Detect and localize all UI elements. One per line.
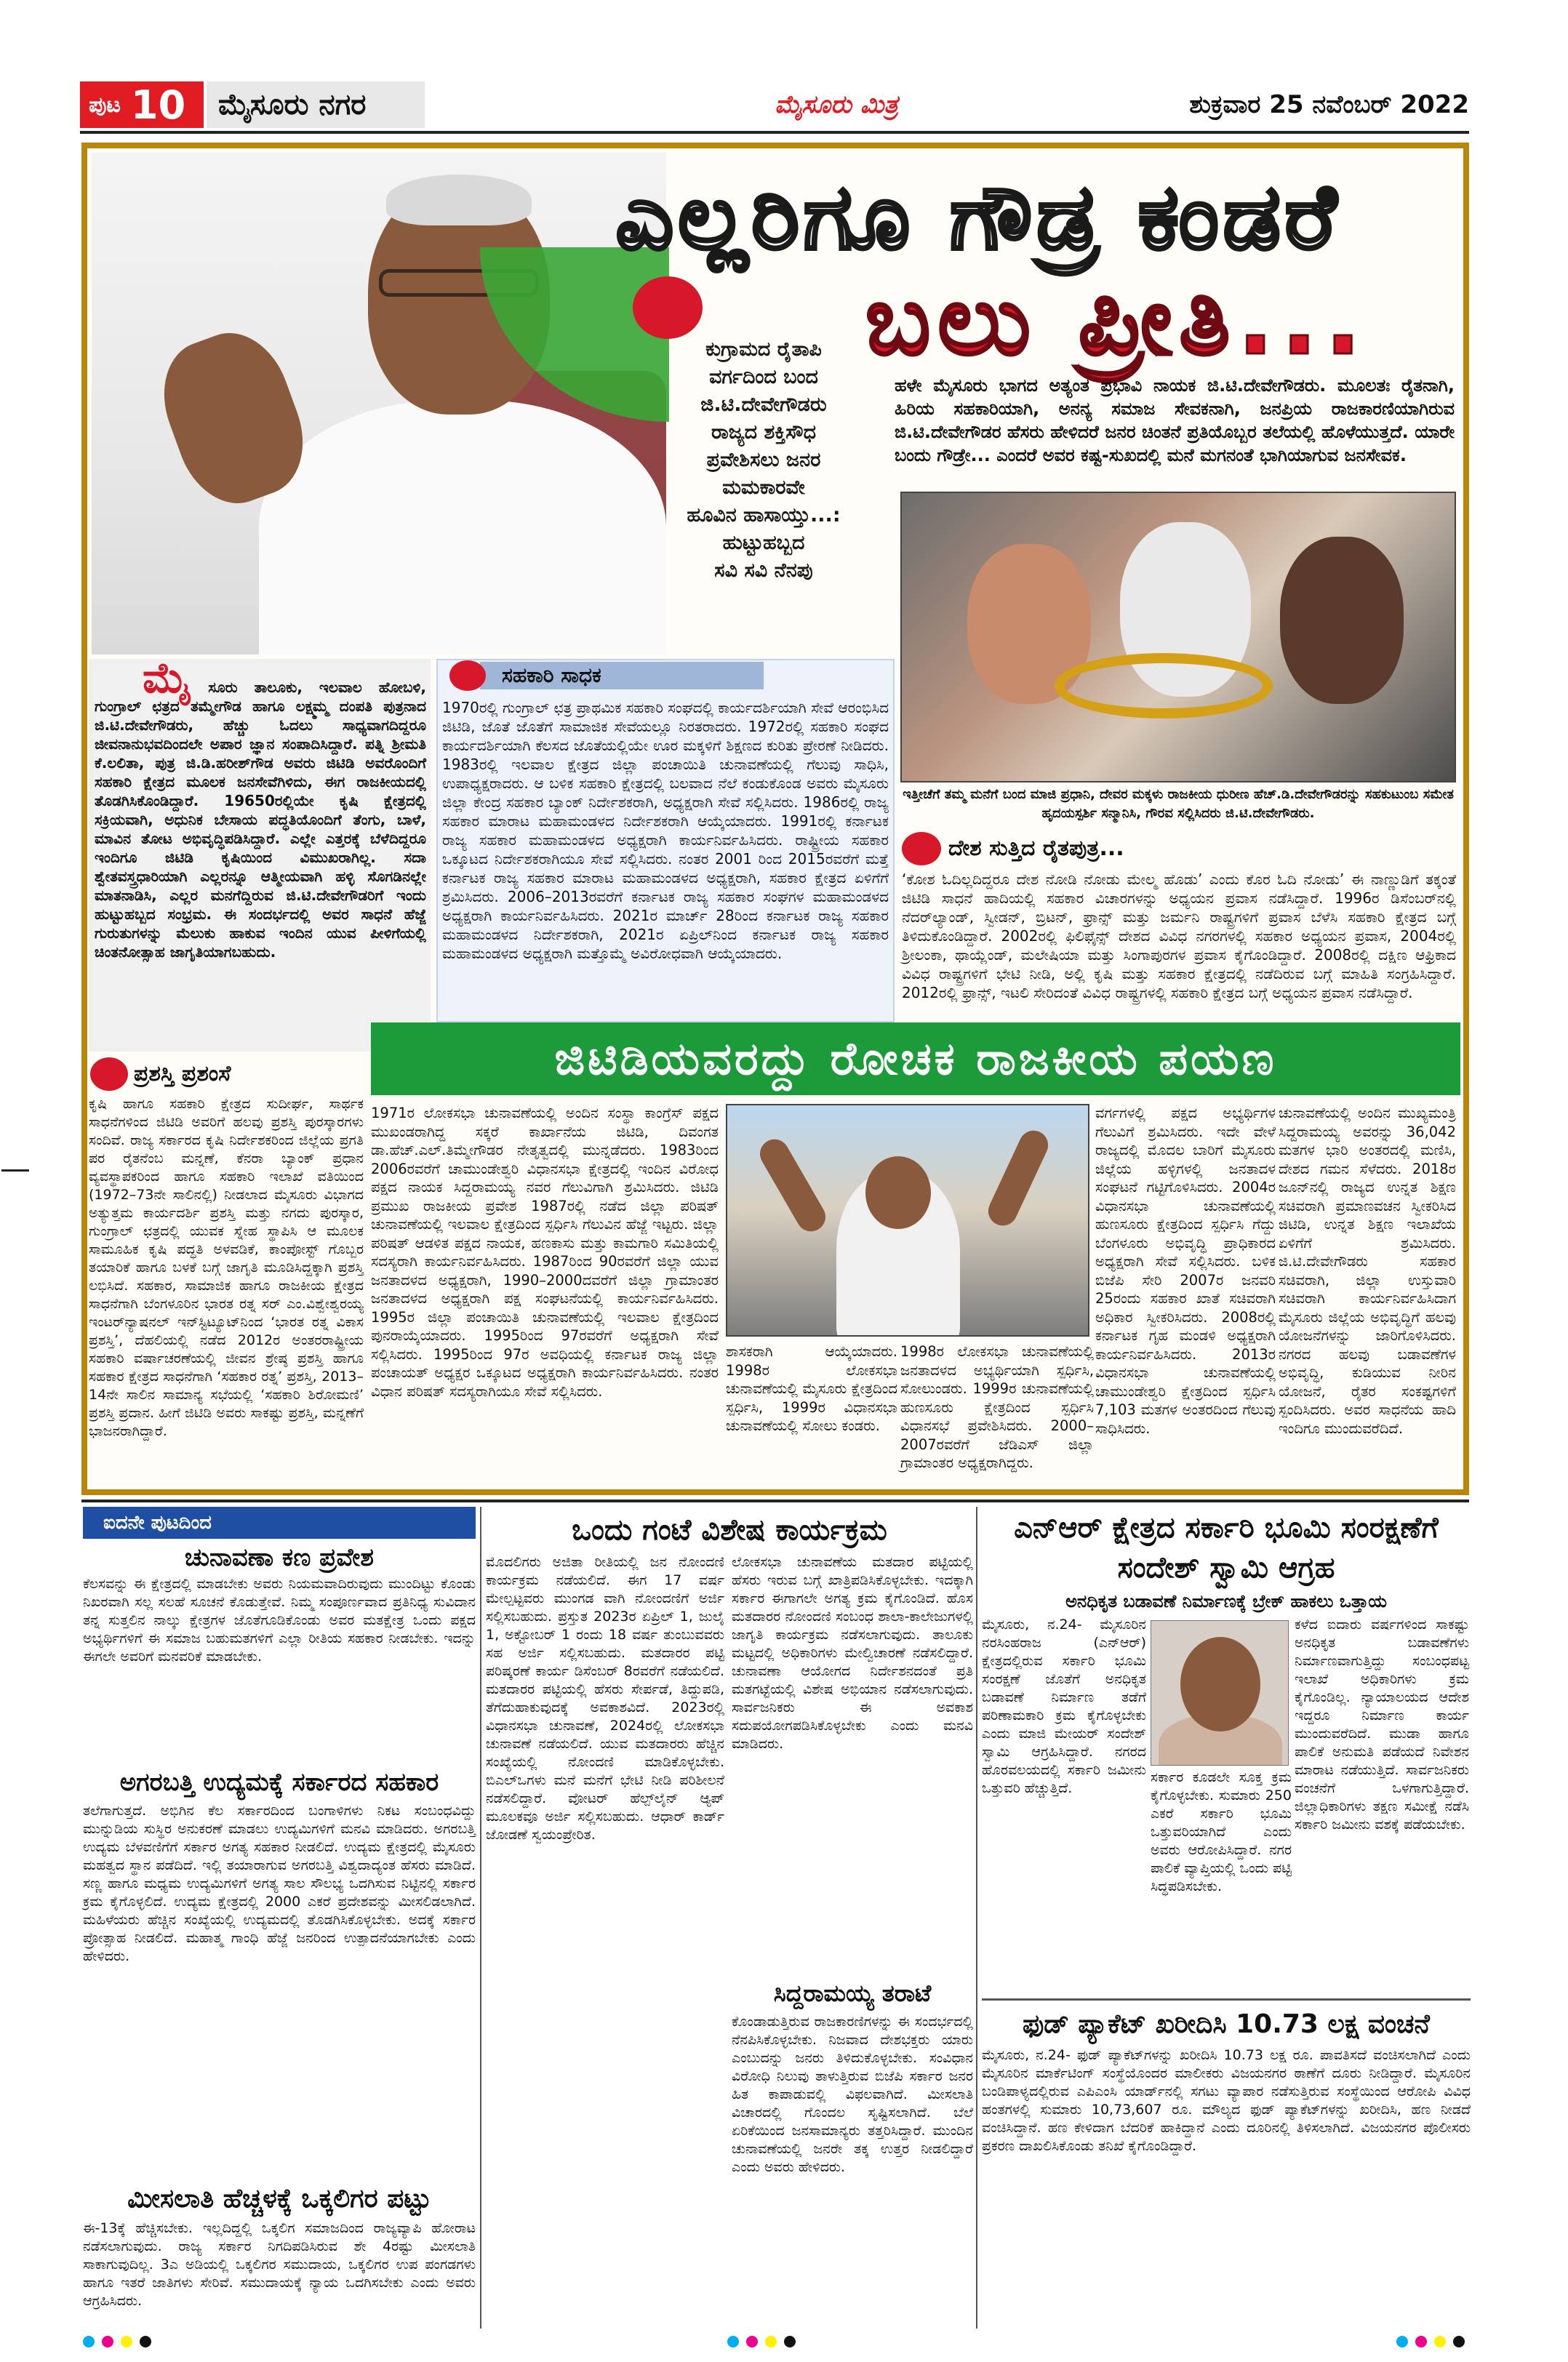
photo-face [1180,1637,1260,1732]
pull-quote-line: ಜಿ.ಟಿ.ದೇವೇಗೌಡರು [700,393,827,416]
article-body: ಚುನಾವಣೆಯಲ್ಲಿ ಅಂದಿನ ಮುಖ್ಯಮಂತ್ರಿ ಸಿದ್ದರಾಮಯ್ಯ ಅವರನ್ನು 36,042 ಮತಗಳ ಭಾರಿ ಅಂತರದಲ್ಲಿ ಮಣಿಸಿ, ದೇಶದ ಗಮನ ಸೆಳೆದರು. 2018ರ ಜೂನ್‌ನಲ್ಲಿ ರಾಜ್ಯದ ಉನ್ನತ ಶಿಕ್ಷಣ ಸಚಿವರಾಗಿ ಪ್ರಮಾಣವಚನ ಸ್ವೀಕರಿಸಿದ ಜಿಟಿಡಿ, ಉನ್ನತ ಶಿಕ್ಷಣ ಇಲಾಖೆಯ ಏಳಿಗೆಗೆ ಶ್ರಮಿಸಿದರು. ಜಿ.ಟಿ.ದೇವೇಗೌಡರು ಸಹಕಾರ ಸಚಿವರಾಗಿ, ಜಿಲ್ಲಾ ಉಸ್ತುವಾರಿ ಸಚಿವರಾಗಿ ಕಾರ್ಯನಿರ್ವಹಿಸಿದಾಗ ಮೈಸೂರು ಜಿಲ್ಲೆಯ ಅಭಿವೃದ್ಧಿಗೆ ಹಲವು ಯೋಜನೆಗಳನ್ನು ಜಾರಿಗೊಳಿಸಿದರು. ನಗರದ ಹಲವು ಬಡಾವಣೆಗಳ ಅಭಿವೃದ್ಧಿ, ಕುಡಿಯುವ ನೀರಿನ ಯೋಜನೆ, ರೈತರ ಸಂಕಷ್ಟಗಳಿಗೆ ಸ್ಪಂದಿಸಿದರು. ಅವರ ಸಾಧನೆಯ ಹಾದಿ ಇಂದಿಗೂ ಮುಂದುವರೆದಿದೆ. [1279,1105,1456,1437]
registration-dot [746,2336,758,2347]
registration-dot [102,2336,113,2347]
pull-quote-line: ಸವಿ ಸವಿ ನೆನಪು [714,559,813,582]
article-body: ‘ಕೋಶ ಓದಿಲ್ಲದಿದ್ದರೂ ದೇಶ ನೋಡಿ ನೋಡು ಮೇಲ್ಮ ಹೊಡು’ ಎಂದು ಕೊರ ಓದಿ ನೋಡು’ ಈ ನಾಣ್ಣುಡಿಗೆ ತಕ್ಕಂತೆ ಜಿಟಿಡಿ ಸಾಧನೆ ಹಾದಿಯಲ್ಲಿ ಸಹಕಾರ ವಿಚಾರಗಳನ್ನು ಅಧ್ಯಯನ ಪ್ರವಾಸ ನಡೆಸಿದ್ದಾರೆ. 1996ರ ಡಿಸೆಂಬರ್‌ನಲ್ಲಿ ನೆದರ್‌ಲ್ಯಾಂಡ್, ಸ್ವೀಡನ್, ಬ್ರಿಟನ್, ಫ್ರಾನ್ಸ್ ಮತ್ತು ಜರ್ಮನಿ ರಾಷ್ಟ್ರಗಳಿಗೆ ಪ್ರವಾಸ ಬೆಳೆಸಿ ಸಹಕಾರಿ ಕ್ಷೇತ್ರದ ಬಗ್ಗೆ ತಿಳಿದುಕೊಂಡಿದ್ದಾರೆ. 2002ರಲ್ಲಿ ಫಿಲಿಫೈನ್ಸ್ ದೇಶದ ವಿವಿಧ ನಗರಗಳಲ್ಲಿ ಸಹಕಾರ ಅಧ್ಯಯನ ಪ್ರವಾಸ, 2004ರಲ್ಲಿ ಶ್ರೀಲಂಕಾ, ಥಾಯ್ಲೆಂಡ್, ಮಲೇಷಿಯಾ ಮತ್ತು ಸಿಂಗಾಪುರಗಳ ಪ್ರವಾಸ ಕೈಗೊಂಡಿದ್ದಾರೆ. 2008ರಲ್ಲಿ ದಕ್ಷಿಣ ಆಫ್ರಿಕಾದ ವಿವಿಧ ರಾಷ್ಟ್ರಗಳಿಗೆ ಭೇಟಿ ನೀಡಿ, ಅಲ್ಲಿ ಕೃಷಿ ಮತ್ತು ಸಹಕಾರ ಕ್ಷೇತ್ರದಲ್ಲಿ ನಡೆದಿರುವ ಬಗ್ಗೆ ಮಾಹಿತಿ ಸಂಗ್ರಹಿಸಿದ್ದಾರೆ. 2012ರಲ್ಲಿ ಫ್ರಾನ್ಸ್, ಇಟಲಿ ಸೇರಿದಂತೆ ವಿವಿಧ ರಾಷ್ಟ್ರಗಳಲ್ಲಿ ಸಹಕಾರಿ ಕ್ಷೇತ್ರದ ಬಗ್ಗೆ ಅಧ್ಯಯನ ಪ್ರವಾಸ ನಡೆಸಿದ್ದಾರೆ. [902,870,1456,1001]
article-body: 1998ರ ಲೋಕಸಭಾ ಚುನಾವಣೆಯಲ್ಲಿ ಜನತಾದಳದ ಅಭ್ಯರ್ಥಿಯಾಗಿ ಸ್ಪರ್ಧಿಸಿ, ಸೋಲುಂಡರು. 1999ರ ಚುನಾವಣೆಯಲ್ಲಿ ಹುಣಸೂರು ಕ್ಷೇತ್ರದಿಂದ ಸ್ಪರ್ಧಿಸಿ ವಿಧಾನಸಭೆ ಪ್ರವೇಶಿಸಿದರು. 2000–2007ರವರೆಗೆ ಜೆಡಿಎಸ್ ಜಿಲ್ಲಾ ಗ್ರಾಮಾಂತರ ಅಧ್ಯಕ್ಷರಾಗಿದ್ದರು. [900,1343,1094,1471]
feature-headline-line1: ಎಲ್ಲರಿಗೂ ಗೌಡ್ರ ಕಂಡರೆ [615,165,1341,270]
photo-arm [755,1134,831,1236]
article-body: ಕಳೆದ ಐದಾರು ವರ್ಷಗಳಿಂದ ಸಾಕಷ್ಟು ಅನಧಿಕೃತ ಬಡಾವಣೆಗಳು ನಿರ್ಮಾಣವಾಗುತ್ತಿದ್ದು ಸಂಬಂಧಪಟ್ಟ ಇಲಾಖೆ ಅಧಿಕಾರಿಗಳು ಕ್ರಮ ಕೈಗೊಂಡಿಲ್ಲ. ನ್ಯಾಯಾಲಯದ ಆದೇಶ ಇದ್ದರೂ ನಿರ್ಮಾಣ ಕಾರ್ಯ ಮುಂದುವರೆದಿದೆ. ಮುಡಾ ಹಾಗೂ ಪಾಲಿಕೆ ಅನುಮತಿ ಪಡೆಯದೆ ನಿವೇಶನ ಮಾರಾಟ ನಡೆಯುತ್ತಿದೆ. ಸಾರ್ವಜನಿಕರು ವಂಚನೆಗೆ ಒಳಗಾಗುತ್ತಿದ್ದಾರೆ. ಜಿಲ್ಲಾಧಿಕಾರಿಗಳು ತಕ್ಷಣ ಸಮೀಕ್ಷೆ ನಡೆಸಿ ಸರ್ಕಾರಿ ಜಮೀನು ವಶಕ್ಕೆ ಪಡೆಯಬೇಕು. [1295,1617,1469,1833]
garland-shape [1055,653,1273,718]
registration-dot [765,2336,777,2347]
article-body: ಶಾಸಕರಾಗಿ ಆಯ್ಕೆಯಾದರು. 1998ರ ಲೋಕಸಭಾ ಚುನಾವಣೆಯಲ್ಲಿ ಮೈಸೂರು ಕ್ಷೇತ್ರದಿಂದ ಸ್ಪರ್ಧಿಸಿ, 1999ರ ವಿಧಾನಸಭಾ ಚುನಾವಣೆಯಲ್ಲಿ ಸೋಲು ಕಂಡರು. [726,1343,897,1434]
continued-tag: ಐದನೇ ಪುಟದಿಂದ [83,1507,476,1539]
registration-dot [121,2336,132,2347]
speech-bubble-icon [633,276,703,339]
article-body: ತಲೆಗಾಗುತ್ತದೆ. ಅಭಿಗಿನ ಕೆಲ ಸರ್ಕಾರದಿಂದ ಬಂಗಾಳಿಗಳು ನಿಕಟ ಸಂಬಂಧವಿದ್ದು ಮುನ್ನುಡಿಯ ಸುಸ್ಥಿರ ಅನುಕರಣೆ ಮಾಡಲು ಉದ್ಯಮಿಗಳಿಗೆ ಮನವಿ ಮಾಡಿದರು. ಅಗರಬತ್ತಿ ಉದ್ಯಮ ಬೆಳವಣಿಗೆಗೆ ಸರ್ಕಾರ ಅಗತ್ಯ ಸಹಕಾರ ನೀಡಲಿದೆ. ಉದ್ಯಮ ಕ್ಷೇತ್ರದಲ್ಲಿ ಮೈಸೂರು ಮಹತ್ವದ ಸ್ಥಾನ ಪಡೆದಿದೆ. ಇಲ್ಲಿ ತಯಾರಾಗುವ ಅಗರಬತ್ತಿ ವಿಶ್ವದಾದ್ಯಂತ ಹೆಸರು ಮಾಡಿದೆ. ಸಣ್ಣ ಹಾಗೂ ಮಧ್ಯಮ ಉದ್ಯಮಿಗಳಿಗೆ ಅಗತ್ಯ ಸಾಲ ಸೌಲಭ್ಯ ಒದಗಿಸುವ ನಿಟ್ಟಿನಲ್ಲಿ ಸರ್ಕಾರ ಕ್ರಮ ಕೈಗೊಳ್ಳಲಿದೆ. ಉದ್ಯಮ ಕ್ಷೇತ್ರದಲ್ಲಿ 2000 ಎಕರೆ ಪ್ರದೇಶವನ್ನು ಮೀಸಲಿಡಲಾಗಿದೆ. ಮಹಿಳೆಯರು ಹೆಚ್ಚಿನ ಸಂಖ್ಯೆಯಲ್ಲಿ ಉದ್ಯಮದಲ್ಲಿ ತೊಡಗಿಸಿಕೊಳ್ಳಬೇಕು. ಅದಕ್ಕೆ ಸರ್ಕಾರ ಪ್ರೋತ್ಸಾಹ ನೀಡಲಿದೆ. ಮಹಾತ್ಮ ಗಾಂಧಿ ಹೆಜ್ಜೆ ಜನರಿಂದ ಉತ್ಪಾದನೆಯಾಗಬೇಕು ಎಂದು ಹೇಳಿದರು. [83,1803,476,1964]
header-divider [80,131,1469,134]
figure-body [259,400,666,654]
pull-quote-line: ಹೂವಿನ ಹಾಸಾಯ್ತು...: [687,504,841,527]
subhead-text: ಪ್ರಶಸ್ತಿ ಪ್ರಶಂಸೆ [134,1061,231,1086]
page-number: 10 [131,81,186,128]
section-banner: ಜಿಟಿಡಿಯವರದ್ದು ರೋಚಕ ರಾಜಕೀಯ ಪಯಣ [371,1022,1460,1095]
headline: ಅಗರಬತ್ತಿ ಉದ್ಯಮಕ್ಕೆ ಸರ್ಕಾರದ ಸಹಕಾರ [119,1768,439,1797]
subhead-text: ಸಹಕಾರಿ ಸಾಧಕ [502,663,601,687]
article-body-text: ಸೂರು ತಾಲೂಕು, ಇಲವಾಲ ಹೋಬಳಿ, ಗುಂಗ್ರಾಲ್ ಛತ್ರದ ತಮ್ಮೇಗೌಡ ಹಾಗೂ ಲಕ್ಷ್ಮಮ್ಮ ದಂಪತಿ ಪುತ್ರನಾದ ಜಿ.ಟಿ.ದೇವೇಗೌಡರು, ಹೆಚ್ಚು ಓದಲು ಸಾಧ್ಯವಾಗದಿದ್ದರೂ ಜೀವನಾನುಭವದಿಂದಲೇ ಅಪಾರ ಜ್ಞಾನ ಸಂಪಾದಿಸಿದ್ದಾರೆ. ಪತ್ನಿ ಶ್ರೀಮತಿ ಕೆ.ಲಲಿತಾ, ಪುತ್ರ ಜಿ.ಡಿ.ಹರೀಶ್‌ಗೌಡ ಅವರು ಜಿಟಿಡಿ ಅವರೊಂದಿಗೆ ಸಹಕಾರಿ ಕ್ಷೇತ್ರದ ಮೂಲಕ ಜನಸೇವೆಗಿಳಿದು, ಈಗ ರಾಜಕೀಯದಲ್ಲಿ ತೊಡಗಿಸಿಕೊಂಡಿದ್ದಾರೆ. 19650ರಲ್ಲಿಯೇ ಕೃಷಿ ಕ್ಷೇತ್ರದಲ್ಲಿ ಸಕ್ರಿಯವಾಗಿ, ಅಧುನಿಕ ಬೇಸಾಯ ಪದ್ಧತಿಯೊಂದಿಗೆ ತೆಂಗು, ಬಾಳೆ, ಮಾವಿನ ತೋಟ ಅಭಿವೃದ್ಧಿಪಡಿಸಿದ್ದಾರೆ. ಎಲ್ಲೇ ಎತ್ತರಕ್ಕೆ ಬೆಳೆದಿದ್ದರೂ ಇಂದಿಗೂ ಜಿಟಿಡಿ ಕೃಷಿಯಿಂದ ವಿಮುಖರಾಗಿಲ್ಲ. ಸದಾ ಶ್ವೇತವಸ್ತ್ರಧಾರಿಯಾಗಿ ಎಲ್ಲರನ್ನೂ ಆತ್ಮೀಯವಾಗಿ ಹಳ್ಳಿ ಸೊಗಡಿನಲ್ಲೇ ಮಾತನಾಡಿಸಿ, ಎಲ್ಲರ ಮನಗೆದ್ದಿರುವ ಜಿ.ಟಿ.ದೇವೇಗೌಡರಿಗೆ ಇಂದು ಹುಟ್ಟುಹಬ್ಬದ ಸಂಭ್ರಮ. ಈ ಸಂದರ್ಭದಲ್ಲಿ ಅವರ ಸಾಧನೆ ಹೆಜ್ಜೆ ಗುರುತುಗಳನ್ನು ಮೆಲುಕು ಹಾಕುವ ಇಂದಿನ ಯುವ ಪೀಳಿಗೆಯಲ್ಲಿ ಚಿಂತನೋತ್ಸಾಹ ಜಾಗೃತಿಯಾಗಬಹುದು. [95,678,426,961]
section-divider [81,1500,1469,1502]
pull-quote-line: ವರ್ಗದಿಂದ ಬಂದ [709,366,818,388]
masthead-logo: ಮೈಸೂರು ಮಿತ್ರ [775,90,898,119]
headline: ಸಿದ್ದರಾಮಯ್ಯ ತರಾಟೆ [773,1979,932,2007]
margin-mark [1,1169,29,1172]
photo-arm [983,1126,1052,1230]
article-divider [982,1998,1471,2001]
speech-bubble-icon [902,832,941,865]
registration-dot [1434,2336,1446,2347]
article-body: ಸರ್ಕಾರ ಕೂಡಲೇ ಸೂಕ್ತ ಕ್ರಮ ಕೈಗೊಳ್ಳಬೇಕು. ಸುಮಾರು 250 ಎಕರೆ ಸರ್ಕಾರಿ ಭೂಮಿ ಒತ್ತುವರಿಯಾಗಿದೆ ಎಂದು ಅವರು ಆರೋಪಿಸಿದ್ದಾರೆ. ನಗರ ಪಾಲಿಕೆ ವ್ಯಾಪ್ತಿಯಲ್ಲಿ ಒಂದು ಪಟ್ಟಿ ಸಿದ್ಧಪಡಿಸಬೇಕು. [1151,1769,1292,1894]
article-body: ಮೈಸೂರು, ನ.24- ಮೈಸೂರಿನ ನರಸಿಂಹರಾಜ (ಎನ್‌ಆರ್) ಕ್ಷೇತ್ರದಲ್ಲಿರುವ ಸರ್ಕಾರಿ ಭೂಮಿ ಸಂರಕ್ಷಣೆ ಜೊತೆಗೆ ಅನಧಿಕೃತ ಬಡಾವಣೆ ನಿರ್ಮಾಣ ತಡೆಗೆ ಪರಿಣಾಮಕಾರಿ ಕ್ರಮ ಕೈಗೊಳ್ಳಬೇಕು ಎಂದು ಮಾಜಿ ಮೇಯರ್ ಸಂದೇಶ್ ಸ್ವಾಮಿ ಆಗ್ರಹಿಸಿದ್ದಾರೆ. ನಗರದ ಹೊರವಲಯದಲ್ಲಿ ಸರ್ಕಾರಿ ಜಮೀನು ಒತ್ತುವರಿ ಹೆಚ್ಚುತ್ತಿದೆ. [982,1617,1146,1796]
photo-head [865,1156,931,1229]
speech-bubble-icon [90,1057,128,1091]
headline: ಒಂದು ಗಂಟೆ ವಿಶೇಷ ಕಾರ್ಯಕ್ರಮ [572,1513,887,1547]
headline: ಮೀಸಲಾತಿ ಹೆಚ್ಚಳಕ್ಕೆ ಒಕ್ಕಲಿಗರ ಪಟ್ಟು [127,2184,431,2214]
registration-dot [784,2336,796,2347]
section-name: ಮೈಸೂರು ನಗರ [207,81,425,128]
portrait-thumbnail [1151,1620,1289,1766]
column-rule [480,1507,481,2329]
pull-quote-line: ರಾಜ್ಯದ ಶಕ್ತಿಸೌಧ [711,421,817,444]
registration-dot [83,2336,95,2347]
registration-dot [140,2336,151,2347]
feature-headline-line2: ಬಲು ಪ್ರೀತಿ... [865,265,1369,377]
headline: ಫುಡ್ ಪ್ಯಾಕೆಟ್ ಖರೀದಿಸಿ 10.73 ಲಕ್ಷ ವಂಚನೆ [1023,2009,1430,2039]
registration-dot [1453,2336,1465,2347]
article-body: ಕೆಲಸವನ್ನು ಈ ಕ್ಷೇತ್ರದಲ್ಲಿ ಮಾಡಬೇಕು ಅವರು ನಿಯಮವಾದಿರುವುದು ಮುಂದಿಟ್ಟು ಕೊಂಡು ನಿಖರವಾಗಿ ಸಲ್ಲ ಸಲಹೆ ಸೂಚನೆ ಕೊಡುತ್ತೇವೆ. ನಿಮ್ಮ ಸಂಪೂರ್ಣವಾದ ಪ್ರತಿನಿಧ್ಯ ಸುವಿದಾನ ತನ್ನ ಸುತ್ತಲಿನ ನಾಲ್ಕು ಕ್ಷೇತ್ರಗಳ ಜೊತೆಗೂಡಿಕೊಂಡು ಅವರ ಮತಕ್ಷೇತ್ರ ಒಂದು ಪಕ್ಷದ ಅಭ್ಯರ್ಥಿಗಳಿಗೆ ಈ ಸಮಾಜ ಬಹುಮತಗಳಿಗೆ ಎಲ್ಲಾ ರೀತಿಯ ಸಹಕಾರ ನೀಡಬೇಕು. ಇದನ್ನು ಈಗಲೇ ಅವರಿಗೆ ಮನವರಿಕೆ ಮಾಡಬೇಕು. [83,1576,476,1665]
page-number-badge [80,81,204,128]
subhead-prashasti [89,1056,365,1092]
headline: ಎನ್‌ಆರ್ ಕ್ಷೇತ್ರದ ಸರ್ಕಾರಿ ಭೂಮಿ ಸಂರಕ್ಷಣೆಗೆ ಸಂದೇಶ್ ಸ್ವಾಮಿ ಆಗ್ರಹ [1014,1511,1439,1585]
pull-quote-line: ಪ್ರವೇಶಿಸಲು ಜನರ [706,449,821,471]
pull-quote [655,336,873,656]
sub-headline: ಅನಧಿಕೃತ ಬಡಾವಣೆ ನಿರ್ಮಾಣಕ್ಕೆ ಬ್ರೇಕ್ ಹಾಕಲು ಒತ್ತಾಯ [1065,1591,1387,1612]
article-body: ಈ-13ಕ್ಕೆ ಹೆಚ್ಚಿಸಬೇಕು. ಇಲ್ಲದಿದ್ದಲ್ಲಿ ಒಕ್ಕಲಿಗ ಸಮಾಜದಿಂದ ರಾಜ್ಯವ್ಯಾಪಿ ಹೋರಾಟ ನಡೆಸಲಾಗುವುದು. ರಾಜ್ಯ ಸರ್ಕಾರ ನಿಗದಿಪಡಿಸಿರುವ ಶೇ 4ರಷ್ಟು ಮೀಸಲಾತಿ ಸಾಕಾಗುವುದಿಲ್ಲ. 3ಎ ಅಡಿಯಲ್ಲಿ ಒಕ್ಕಲಿಗರ ಸಮುದಾಯ, ಒಕ್ಕಲಿಗರ ಉಪ ಪಂಗಡಗಳು ಹಾಗೂ ಇತರೆ ಜಾತಿಗಳು ಸೇರಿವೆ. ಸಮುದಾಯಕ್ಕೆ ನ್ಯಾಯ ಒದಗಿಸಬೇಕು ಎಂದು ಅವರು ಆಗ್ರಹಿಸಿದರು. [83,2220,476,2309]
rally-photo [726,1104,1089,1337]
column-rule [976,1507,977,2329]
photo-caption: ಇತ್ತೀಚೆಗೆ ತಮ್ಮ ಮನೆಗೆ ಬಂದ ಮಾಜಿ ಪ್ರಧಾನಿ, ದೇವರ ಮಕ್ಕಳು ರಾಜಕೀಯ ಧುರೀಣ ಹೆಚ್.ಡಿ.ದೇವೇಗೌಡರನ್ನು ಸಹಕುಟುಂಬ ಸಮೇತ ಹೃದಯಸ್ಪರ್ಶಿ ಸನ್ಮಾನಿಸಿ, ಗೌರವ ಸಲ್ಲಿಸಿದರು ಜಿ.ಟಿ.ದೇವೇಗೌಡರು. [903,787,1454,821]
page-label: ಪುಟ [89,92,121,118]
pull-quote-line: ಹುಟ್ಟುಹಬ್ಬದ [722,532,805,554]
subhead-desha [902,830,1338,867]
felicitation-photo [900,492,1456,782]
article-body: ಕೃಷಿ ಹಾಗೂ ಸಹಕಾರಿ ಕ್ಷೇತ್ರದ ಸುದೀರ್ಘ, ಸಾರ್ಥಕ ಸಾಧನೆಗಳಿಂದ ಜಿಟಿಡಿ ಅವರಿಗೆ ಹಲವು ಪ್ರಶಸ್ತಿ ಪುರಸ್ಕಾರಗಳು ಸಂದಿವೆ. ರಾಜ್ಯ ಸರ್ಕಾರದ ಕೃಷಿ ನಿರ್ದೇಶಕರಿಂದ ಜಿಲ್ಲೆಯ ಪ್ರಗತಿ ಪರ ರೈತನೆಂಬ ಮನ್ನಣೆ, ಕೆನರಾ ಬ್ಯಾಂಕ್ ಪ್ರಧಾನ ವ್ಯವಸ್ಥಾಪಕರಿಂದ ಹಾಗೂ ಸಹಕಾರಿ ಇಲಾಖೆ ವತಿಯಿಂದ (1972–73ನೇ ಸಾಲಿನಲ್ಲಿ) ನೀಡಲಾದ ಮೈಸೂರು ವಿಭಾಗದ ಅತ್ಯುತ್ತಮ ಕಾರ್ಯದರ್ಶಿ ಪ್ರಶಸ್ತಿ ಮತ್ತು ನಗದು ಪುರಸ್ಕಾರ, ಗುಂಗ್ರಾಲ್ ಛತ್ರದಲ್ಲಿ ಯುವಕ ಸ್ನೇಹ ಸ್ಥಾಪಿಸಿ ಆ ಮೂಲಕ ಸಾಮೂಹಿಕ ಕೃಷಿ ಪದ್ಧತಿ ಅಳವಡಿಕೆ, ಕಾಂಪೋಸ್ಟ್ ಗೊಬ್ಬರ ತಯಾರಿಕೆ ಹಾಗೂ ಬಳಕೆ ಬಗ್ಗೆ ಜಾಗೃತಿ ಮೂಡಿಸಿದ್ದಕ್ಕಾಗಿ ಪ್ರಶಸ್ತಿ ಲಭಿಸಿದೆ. ಸಹಕಾರ, ಸಾಮಾಜಿಕ ಹಾಗೂ ರಾಜಕೀಯ ಕ್ಷೇತ್ರದ ಸಾಧನೆಗಾಗಿ ಬೆಂಗಳೂರಿನ ಭಾರತ ರತ್ನ ಸರ್ ಎಂ.ವಿಶ್ವೇಶ್ವರಯ್ಯ ಇಂಟರ್‌ನ್ಯಾಷನಲ್ ಇನ್‌ಸ್ಟಿಟ್ಯೂಟ್‌ನಿಂದ ‘ಭಾರತ ರತ್ನ ವಿಕಾಸ ಪ್ರಶಸ್ತಿ’, ದೆಹಲಿಯಲ್ಲಿ ನಡೆದ 2012ರ ಅಂತರರಾಷ್ಟ್ರೀಯ ಸಹಕಾರಿ ವರ್ಷಾಚರಣೆಯಲ್ಲಿ ಜೀವನ ಶ್ರೇಷ್ಠ ಪ್ರಶಸ್ತಿ ಹಾಗೂ ಸಹಕಾರ ಕ್ಷೇತ್ರದ ಸಾಧನೆಗಾಗಿ ‘ಸಹಕಾರ ರತ್ನ’ ಪ್ರಶಸ್ತಿ, 2013–14ನೇ ಸಾಲಿನ ಸಾಮಾನ್ಯ ಸಭೆಯಲ್ಲಿ ‘ಸಹಕಾರಿ ಶಿರೋಮಣಿ’ ಪ್ರಶಸ್ತಿ ಪ್ರದಾನ. ಹೀಗೆ ಜಿಟಿಡಿ ಅವರು ಸಾಕಷ್ಟು ಪ್ರಶಸ್ತಿ, ಮನ್ನಣೆಗೆ ಭಾಜನರಾಗಿದ್ದಾರೆ. [89,1096,364,1439]
article-body: ಮೊದಲಿಗರು ಅಜಿತಾ ರೀತಿಯಲ್ಲಿ ಜನ ನೋಂದಣಿ ಕಾರ್ಯಕ್ರಮ ನಡೆಯಲಿದೆ. ಈಗ 17 ವರ್ಷ ಮೇಲ್ಪಟ್ಟವರು ಮುಂಗಡ ವಾಗಿ ನೋಂದಣಿಗೆ ಅರ್ಜಿ ಸಲ್ಲಿಸಬಹುದು. ಪ್ರಸ್ತುತ 2023ರ ಏಪ್ರಿಲ್ 1, ಜುಲೈ 1, ಅಕ್ಟೋಬರ್ 1 ರಂದು 18 ವರ್ಷ ತುಂಬುವವರು ಸಹ ಅರ್ಜಿ ಸಲ್ಲಿಸಬಹುದು. ಮತದಾರರ ಪಟ್ಟಿ ಪರಿಷ್ಕರಣೆ ಕಾರ್ಯ ಡಿಸೆಂಬರ್ 8ರವರೆಗೆ ನಡೆಯಲಿದೆ. ಮತದಾರರ ಪಟ್ಟಿಯಲ್ಲಿ ಹೆಸರು ಸೇರ್ಪಡೆ, ತಿದ್ದುಪಡಿ, ತೆಗೆದುಹಾಕುವುದಕ್ಕೆ ಅವಕಾಶವಿದೆ. 2023ರಲ್ಲಿ ವಿಧಾನಸಭಾ ಚುನಾವಣೆ, 2024ರಲ್ಲಿ ಲೋಕಸಭಾ ಚುನಾವಣೆ ನಡೆಯಲಿದೆ. ಯುವ ಮತದಾರರು ಹೆಚ್ಚಿನ ಸಂಖ್ಯೆಯಲ್ಲಿ ನೋಂದಣಿ ಮಾಡಿಕೊಳ್ಳಬೇಕು. ಬಿಎಲ್‌ಒಗಳು ಮನೆ ಮನೆಗೆ ಭೇಟಿ ನೀಡಿ ಪರಿಶೀಲನೆ ನಡೆಸಲಿದ್ದಾರೆ. ವೋಟರ್ ಹೆಲ್ಪ್‌ಲೈನ್ ಆ್ಯಪ್ ಮೂಲಕವೂ ಅರ್ಜಿ ಸಲ್ಲಿಸಬಹುದು. ಆಧಾರ್ ಕಾರ್ಡ್ ಜೋಡಣೆ ಸ್ವಯಂಪ್ರೇರಿತ. [486,1554,724,1843]
drop-cap: ಮೈ [143,653,192,702]
feature-intro: ಹಳೇ ಮೈಸೂರು ಭಾಗದ ಅತ್ಯಂತ ಪ್ರಭಾವಿ ನಾಯಕ ಜಿ.ಟಿ.ದೇವೇಗೌಡರು. ಮೂಲತಃ ರೈತನಾಗಿ, ಹಿರಿಯ ಸಹಕಾರಿಯಾಗಿ, ಅನನ್ಯ ಸಮಾಜ ಸೇವಕನಾಗಿ, ಜನಪ್ರಿಯ ರಾಜಕಾರಣಿಯಾಗಿರುವ ಜಿ.ಟಿ.ದೇವೇಗೌಡರ ಹೆಸರು ಹೇಳಿದರೆ ಜನರ ಚಿಂತನೆ ಪ್ರತಿಯೊಬ್ಬರ ತಲೆಯಲ್ಲಿ ಹೊಳೆಯುತ್ತದೆ. ಯಾರೇ ಬಂದು ಗೌಡ್ರೇ... ಎಂದರೆ ಅವರ ಕಷ್ಟ-ಸುಖದಲ್ಲಿ ಮನೆ ಮಗನಂತೆ ಭಾಗಿಯಾಗುವ ಜನಸೇವಕ. [895,375,1455,465]
article-body: ಕೊಂಡಾಡುತ್ತಿರುವ ರಾಜಕಾರಣಿಗಳನ್ನು ಈ ಸಂದರ್ಭದಲ್ಲಿ ನೆನಪಿಸಿಕೊಳ್ಳಬೇಕು. ನಿಜವಾದ ದೇಶಭಕ್ತರು ಯಾರು ಎಂಬುದನ್ನು ಜನರು ತಿಳಿದುಕೊಳ್ಳಬೇಕು. ಸಂವಿಧಾನ ವಿರೋಧಿ ನಿಲುವು ತಾಳುತ್ತಿರುವ ಬಿಜೆಪಿ ಸರ್ಕಾರ ಜನರ ಹಿತ ಕಾಪಾಡುವಲ್ಲಿ ವಿಫಲವಾಗಿದೆ. ಮೀಸಲಾತಿ ವಿಚಾರದಲ್ಲಿ ಗೊಂದಲ ಸೃಷ್ಟಿಸಲಾಗಿದೆ. ಬೆಲೆ ಏರಿಕೆಯಿಂದ ಜನಸಾಮಾನ್ಯರು ತತ್ತರಿಸಿದ್ದಾರೆ. ಮುಂದಿನ ಚುನಾವಣೆಯಲ್ಲಿ ಜನರೇ ತಕ್ಕ ಉತ್ತರ ನೀಡಲಿದ್ದಾರೆ ಎಂದು ಅವರು ಹೇಳಿದರು. [732,2014,973,2175]
headline: ಚುನಾವಣಾ ಕಣ ಪ್ರವೇಶ [184,1543,375,1572]
article-body: 1970ರಲ್ಲಿ ಗುಂಗ್ರಾಲ್ ಛತ್ರ ಪ್ರಾಥಮಿಕ ಸಹಕಾರಿ ಸಂಘದಲ್ಲಿ ಕಾರ್ಯದರ್ಶಿಯಾಗಿ ಸೇವೆ ಆರಂಭಿಸಿದ ಜಿಟಿಡಿ, ಜೊತೆ ಜೊತೆಗೆ ಸಾಮಾಜಿಕ ಸೇವೆಯಲ್ಲೂ ನಿರತರಾದರು. 1972ರಲ್ಲಿ ಸಹಕಾರಿ ಸಂಘದ ಕಾರ್ಯದರ್ಶಿಯಾಗಿ ಕೆಲಸದ ಜೊತೆಯಲ್ಲಿಯೇ ಊರ ಮಕ್ಕಳಿಗೆ ಶಿಕ್ಷಣದ ಕುರಿತು ಪ್ರೇರಣೆ ನೀಡಿದರು. 1983ರಲ್ಲಿ ಇಲವಾಲ ಕ್ಷೇತ್ರದ ಜಿಲ್ಲಾ ಪಂಚಾಯಿತಿ ಚುನಾವಣೆಯಲ್ಲಿ ಗೆಲುವು ಸಾಧಿಸಿ, ಉಪಾಧ್ಯಕ್ಷರಾದರು. ಆ ಬಳಿಕ ಸಹಕಾರಿ ಕ್ಷೇತ್ರದಲ್ಲಿ ಬಲವಾದ ನೆಲೆ ಕಂಡುಕೊಂಡ ಅವರು ಮೈಸೂರು ಜಿಲ್ಲಾ ಕೇಂದ್ರ ಸಹಕಾರ ಬ್ಯಾಂಕ್ ನಿರ್ದೇಶಕರಾಗಿ, ಅಧ್ಯಕ್ಷರಾಗಿ ಸೇವೆ ಸಲ್ಲಿಸಿದರು. 1986ರಲ್ಲಿ ರಾಜ್ಯ ಸಹಕಾರ ಮಾರಾಟ ಮಹಾಮಂಡಳದ ನಿರ್ದೇಶಕರಾಗಿ ಆಯ್ಕೆಯಾದರು. 1991ರಲ್ಲಿ ಕರ್ನಾಟಕ ರಾಜ್ಯ ಸಹಕಾರ ಮಹಾಮಂಡಳದ ಅಧ್ಯಕ್ಷರಾಗಿ ಕಾರ್ಯನಿರ್ವಹಿಸಿದರು. ರಾಷ್ಟ್ರೀಯ ಸಹಕಾರ ಒಕ್ಕೂಟದ ನಿರ್ದೇಶಕರಾಗಿಯೂ ಸೇವೆ ಸಲ್ಲಿಸಿದರು. ನಂತರ 2001 ರಿಂದ 2015ರವರೆಗೆ ಮತ್ತೆ ಕರ್ನಾಟಕ ರಾಜ್ಯ ಸಹಕಾರ ಮಾರಾಟ ಮಹಾಮಂಡಳದ ಅಧ್ಯಕ್ಷರಾಗಿ, ಸಹಕಾರ ಕ್ಷೇತ್ರದ ಏಳಿಗೆಗೆ ಶ್ರಮಿಸಿದರು. 2006–2013ರವರೆಗೆ ಕರ್ನಾಟಕ ರಾಜ್ಯ ಸಹಕಾರ ಸಂಘಗಳ ಮಹಾಮಂಡಳದ ಅಧ್ಯಕ್ಷರಾಗಿ ಕಾರ್ಯನಿರ್ವಹಿಸಿದರು. 2021ರ ಮಾರ್ಚ್ 28ರಿಂದ ಕರ್ನಾಟಕ ರಾಜ್ಯ ಸಹಕಾರ ಮಹಾಮಂಡಳದ ನಿರ್ದೇಶಕರಾಗಿ, 2021ರ ಏಪ್ರಿಲ್‌ನಿಂದ ಕರ್ನಾಟಕ ರಾಜ್ಯ ಸಹಕಾರ ಮಹಾಮಂಡಳದ ಅಧ್ಯಕ್ಷರಾಗಿ ಮತ್ತೊಮ್ಮೆ ಅವಿರೋಧವಾಗಿ ಆಯ್ಕೆಯಾದರು. [442,699,889,962]
article-body: ವರ್ಗಗಳಲ್ಲಿ ಪಕ್ಷದ ಅಭ್ಯರ್ಥಿಗಳ ಗೆಲುವಿಗೆ ಶ್ರಮಿಸಿದರು. ಇದೇ ವೇಳೆ ರಾಜ್ಯದಲ್ಲಿ ಮೊದಲ ಬಾರಿಗೆ ಮೈಸೂರು ಜಿಲ್ಲೆಯ ಹಳ್ಳಿಗಳಲ್ಲಿ ಜನತಾದಳ ಸಂಘಟನೆ ಗಟ್ಟಿಗೊಳಿಸಿದರು. 2004ರ ವಿಧಾನಸಭಾ ಚುನಾವಣೆಯಲ್ಲಿ ಹುಣಸೂರು ಕ್ಷೇತ್ರದಿಂದ ಸ್ಪರ್ಧಿಸಿ ಗೆದ್ದು ಬೆಂಗಳೂರು ಅಭಿವೃದ್ಧಿ ಪ್ರಾಧಿಕಾರದ ಅಧ್ಯಕ್ಷರಾಗಿ ಸೇವೆ ಸಲ್ಲಿಸಿದರು. ಬಳಿಕ ಬಿಜೆಪಿ ಸೇರಿ 2007ರ ಜನವರಿ 25ರಂದು ಸಹಕಾರ ಖಾತೆ ಸಚಿವರಾಗಿ ಅಧಿಕಾರ ಸ್ವೀಕರಿಸಿದರು. 2008ರಲ್ಲಿ ಕರ್ನಾಟಕ ಗೃಹ ಮಂಡಳಿ ಅಧ್ಯಕ್ಷರಾಗಿ ಕಾರ್ಯನಿರ್ವಹಿಸಿದರು. 2013ರ ವಿಧಾನಸಭಾ ಚುನಾವಣೆಯಲ್ಲಿ ಚಾಮುಂಡೇಶ್ವರಿ ಕ್ಷೇತ್ರದಿಂದ ಸ್ಪರ್ಧಿಸಿ 7,103 ಮತಗಳ ಅಂತರದಿಂದ ಗೆಲುವು ಸಾಧಿಸಿದರು. [1095,1105,1276,1437]
speech-bubble-icon [449,660,486,691]
registration-dot [1396,2336,1408,2347]
article-body: ಮೈಸೂರು, ನ.24- ಫುಡ್ ಪ್ಯಾಕೆಟ್‌ಗಳನ್ನು ಖರೀದಿಸಿ 10.73 ಲಕ್ಷ ರೂ. ಪಾವತಿಸದೆ ವಂಚಿಸಲಾಗಿದೆ ಎಂದು ಮೈಸೂರಿನ ಮಾರ್ಕೆಟಿಂಗ್ ಸಂಸ್ಥೆಯೊಂದರ ಮಾಲೀಕರು ವಿಜಯನಗರ ಠಾಣೆಗೆ ದೂರು ನೀಡಿದ್ದಾರೆ. ಮೈಸೂರಿನ ಬಂಡಿಪಾಳ್ಯದಲ್ಲಿರುವ ಎಪಿಎಂಸಿ ಯಾರ್ಡ್‌ನಲ್ಲಿ ಸಗಟು ವ್ಯಾಪಾರ ನಡೆಸುತ್ತಿರುವ ಸಂಸ್ಥೆಯಿಂದ ಆರೋಪಿ ವಿವಿಧ ಹಂತಗಳಲ್ಲಿ ಸುಮಾರು 10,73,607 ರೂ. ಮೌಲ್ಯದ ಫುಡ್ ಪ್ಯಾಕೆಟ್‌ಗಳನ್ನು ಖರೀದಿಸಿ, ಹಣ ನೀಡದೆ ವಂಚಿಸಿದ್ದಾನೆ. ಹಣ ಕೇಳಿದಾಗ ಬೆದರಿಕೆ ಹಾಕಿದ್ದಾನೆ ಎಂದು ದೂರಿನಲ್ಲಿ ತಿಳಿಸಲಾಗಿದೆ. ವಿಜಯನಗರ ಪೊಲೀಸರು ಪ್ರಕರಣ ದಾಖಲಿಸಿಕೊಂಡು ತನಿಖೆ ಕೈಗೊಂಡಿದ್ದಾರೆ. [982,2047,1471,2154]
article-body [95,653,426,1049]
article-body: ಲೋಕಸಭಾ ಚುನಾವಣೆಯ ಮತದಾರ ಪಟ್ಟಿಯಲ್ಲಿ ಹೆಸರು ಇರುವ ಬಗ್ಗೆ ಖಾತ್ರಿಪಡಿಸಿಕೊಳ್ಳಬೇಕು. ಇದಕ್ಕಾಗಿ ಸರ್ಕಾರ ಈಗಾಗಲೇ ಅಗತ್ಯ ಕ್ರಮ ಕೈಗೊಂಡಿದೆ. ಹೊಸ ಮತದಾರರ ನೋಂದಣಿ ಸಂಬಂಧ ಶಾಲಾ-ಕಾಲೇಜುಗಳಲ್ಲಿ ಜಾಗೃತಿ ಕಾರ್ಯಕ್ರಮ ನಡೆಸಲಾಗುವುದು. ತಾಲೂಕು ಮಟ್ಟದಲ್ಲಿ ಅಧಿಕಾರಿಗಳು ಮೇಲ್ವಿಚಾರಣೆ ನಡೆಸಲಿದ್ದಾರೆ. ಚುನಾವಣಾ ಆಯೋಗದ ನಿರ್ದೇಶನದಂತೆ ಪ್ರತಿ ಮತಗಟ್ಟೆಯಲ್ಲಿ ವಿಶೇಷ ಅಭಿಯಾನ ನಡೆಸಲಾಗುವುದು. ಸಾರ್ವಜನಿಕರು ಈ ಅವಕಾಶ ಸದುಪಯೋಗಪಡಿಸಿಕೊಳ್ಳಬೇಕು ಎಂದು ಮನವಿ ಮಾಡಿದರು. [732,1554,973,1752]
photo-person [1280,537,1404,704]
registration-dot [1415,2336,1427,2347]
subhead-sahakari [436,659,887,694]
subhead-text: ದೇಶ ಸುತ್ತಿದ ರೈತಪುತ್ರ... [948,836,1124,861]
pull-quote-line: ಮಮಕಾರವೇ [722,476,805,499]
registration-dot [727,2336,739,2347]
article-body: 1971ರ ಲೋಕಸಭಾ ಚುನಾವಣೆಯಲ್ಲಿ ಅಂದಿನ ಸಂಸ್ಥಾ ಕಾಂಗ್ರೆಸ್ ಪಕ್ಷದ ಮುಖಂಡರಾಗಿದ್ದ ಸಕ್ಕರೆ ಕಾರ್ಖಾನೆಯ ಜಿಟಿಡಿ, ದಿವಂಗತ ಡಾ.ಹೆಚ್.ಎಲ್.ತಿಮ್ಮೇಗೌಡರ ನೇತೃತ್ವದಲ್ಲಿ ಮುನ್ನಡೆದರು. 1983ರಿಂದ 2006ರವರೆಗೆ ಚಾಮುಂಡೇಶ್ವರಿ ವಿಧಾನಸಭಾ ಕ್ಷೇತ್ರದಲ್ಲಿ ಇಂದಿನ ವಿರೋಧ ಪಕ್ಷದ ನಾಯಕ ಸಿದ್ದರಾಮಯ್ಯ ನವರ ಗೆಲುವಿಗಾಗಿ ಶ್ರಮಿಸಿದರು. ಜಿಟಿಡಿ ಪ್ರಮುಖ ರಾಜಕೀಯ ಪ್ರವೇಶ 1987ರಲ್ಲಿ ನಡೆದ ಜಿಲ್ಲಾ ಪರಿಷತ್ ಚುನಾವಣೆಯಲ್ಲಿ ಇಲವಾಲ ಕ್ಷೇತ್ರದಿಂದ ಸ್ಪರ್ಧಿಸಿ ಗೆಲುವಿನ ಹೆಜ್ಜೆ ಇಟ್ಟರು. ಜಿಲ್ಲಾ ಪರಿಷತ್ ಆಡಳಿತ ಪಕ್ಷದ ನಾಯಕ, ಹಣಕಾಸು ಮತ್ತು ಕಾಮಗಾರಿ ಸಮಿತಿಯಲ್ಲಿ ಸದಸ್ಯರಾಗಿ ಕಾರ್ಯನಿರ್ವಹಿಸಿದರು. 1987ರಿಂದ 90ರವರೆಗೆ ಜಿಲ್ಲಾ ಯುವ ಜನತಾದಳದ ಅಧ್ಯಕ್ಷರಾಗಿ, 1990–2000ದವರೆಗೆ ಜಿಲ್ಲಾ ಗ್ರಾಮಾಂತರ ಜನತಾದಳದ ಅಧ್ಯಕ್ಷರಾಗಿ ಪಕ್ಷ ಸಂಘಟನೆಯಲ್ಲಿ ಕಾರ್ಯನಿರ್ವಹಿಸಿದರು. 1995ರ ಜಿಲ್ಲಾ ಪಂಚಾಯಿತಿ ಚುನಾವಣೆಯಲ್ಲಿ ಇಲವಾಲ ಕ್ಷೇತ್ರದಿಂದ ಪುನರಾಯ್ಕೆಯಾದರು. 1995ರಿಂದ 97ರವರೆಗೆ ಅಧ್ಯಕ್ಷರಾಗಿ ಸೇವೆ ಸಲ್ಲಿಸಿದರು. 1995ರಿಂದ 97ರ ಅವಧಿಯಲ್ಲಿ ಕರ್ನಾಟಕ ರಾಜ್ಯ ಜಿಲ್ಲಾ ಪಂಚಾಯತ್ ಅಧ್ಯಕ್ಷರ ಒಕ್ಕೂಟದ ಅಧ್ಯಕ್ಷರಾಗಿ ಕಾರ್ಯನಿರ್ವಹಿಸಿದರು. ನಂತರ ವಿಧಾನ ಪರಿಷತ್ ಸದಸ್ಯರಾಗಿಯೂ ಸೇವೆ ಸಲ್ಲಿಸಿದರು. [371,1105,719,1400]
pull-quote-line: ಕುಗ್ರಾಮದ ರೈತಾಪಿ [705,338,822,361]
publication-date: ಶುಕ್ರವಾರ 25 ನವೆಂಬರ್ 2022 [1189,90,1469,119]
